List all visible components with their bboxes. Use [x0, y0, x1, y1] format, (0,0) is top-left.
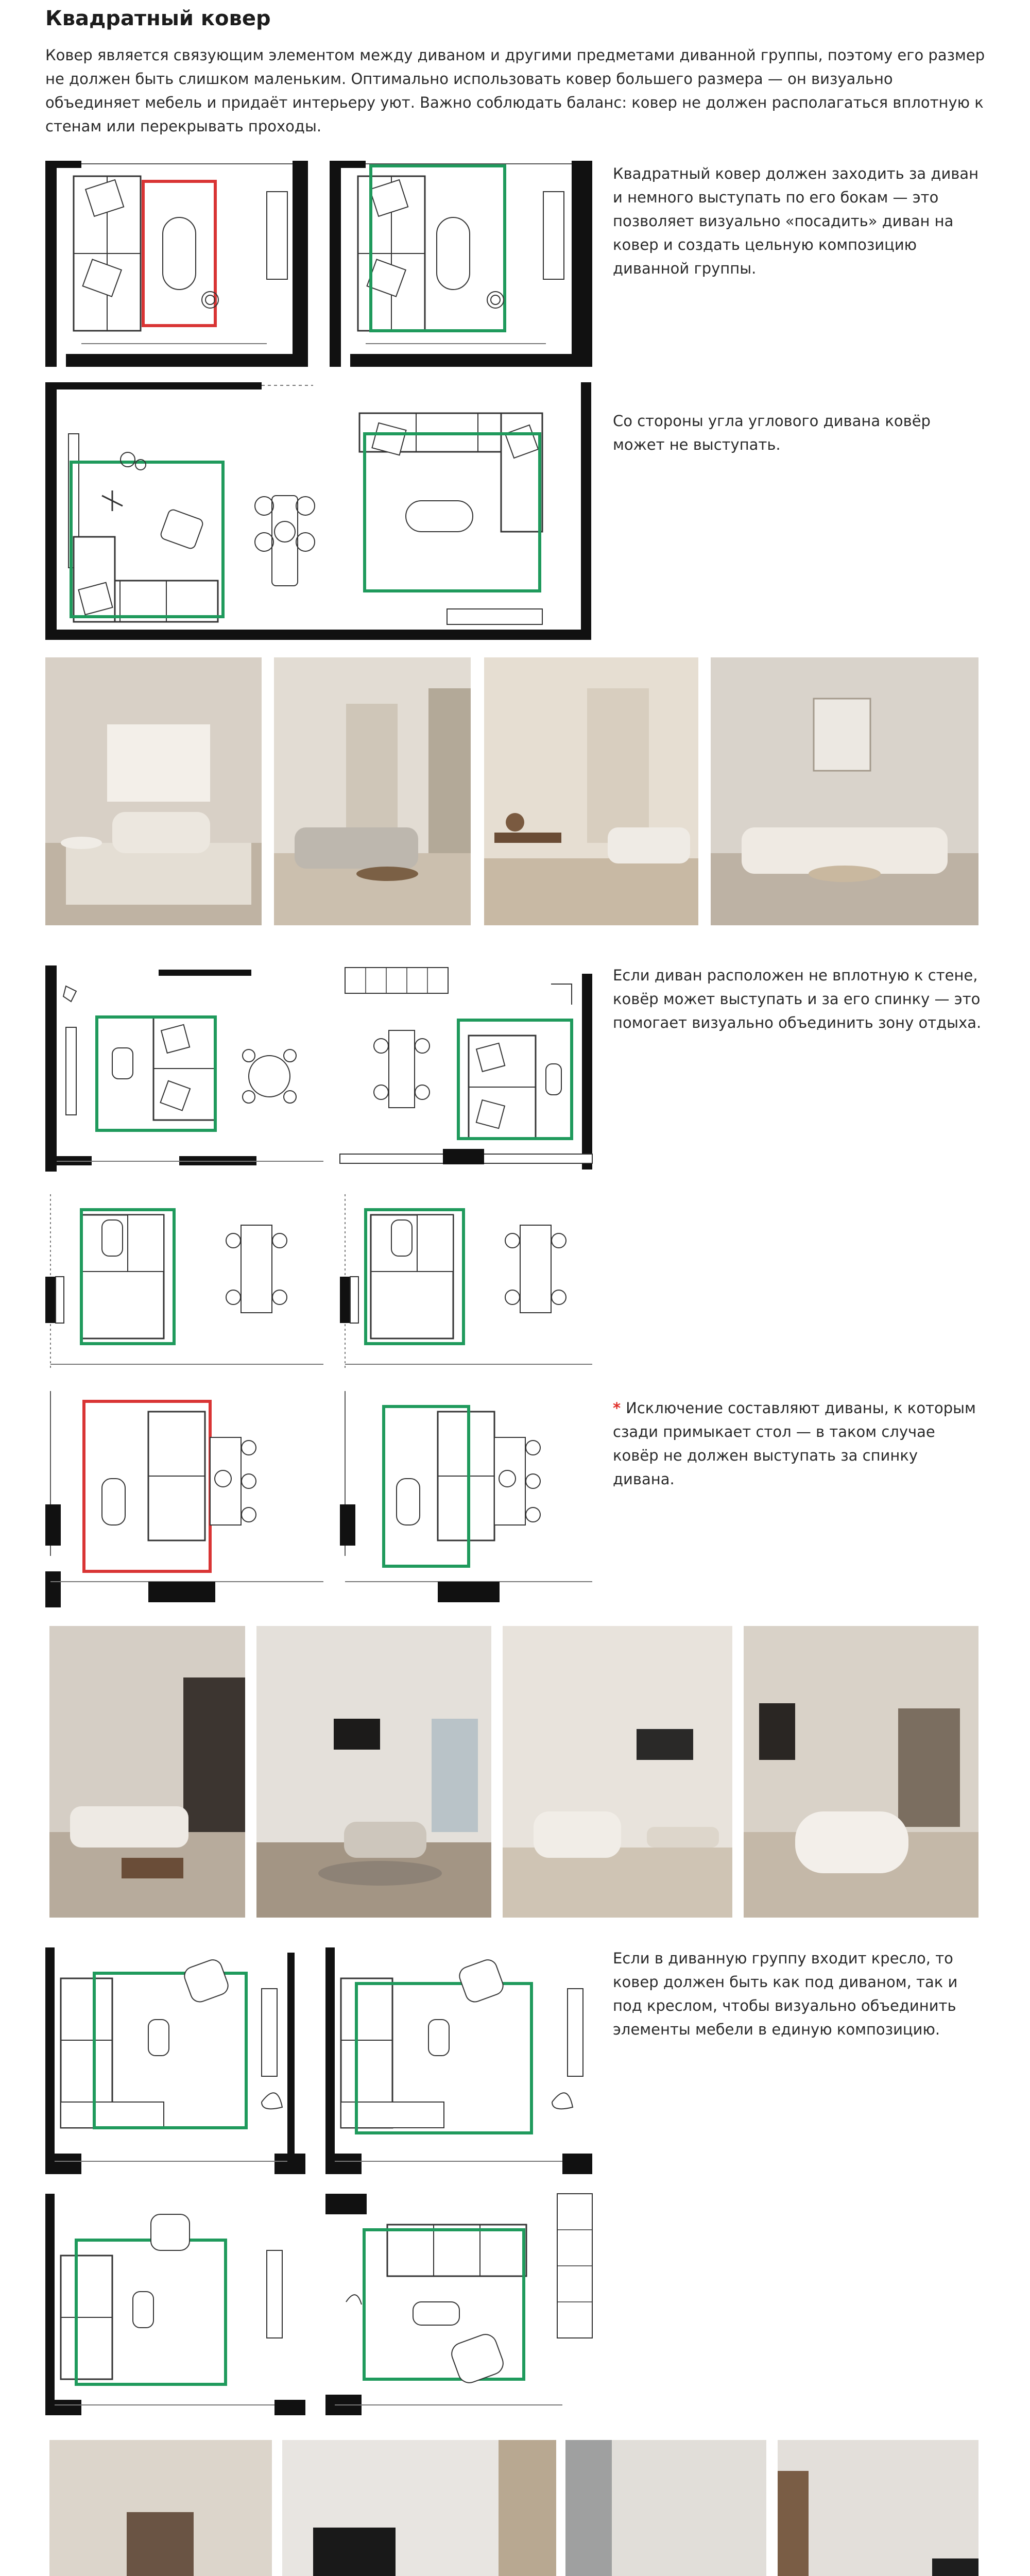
photo-living-room-12 — [778, 2440, 978, 2576]
plan-sofa-table-2 — [340, 1194, 592, 1369]
plan-exception-correct — [340, 1391, 592, 1607]
photo-living-room-2 — [274, 657, 471, 925]
photo-living-room-3 — [484, 657, 698, 925]
plan-sofa-rug-correct — [330, 161, 592, 367]
photo-living-room-8 — [744, 1626, 978, 1918]
note-exception-text: Исключение составляют диваны, к которым сзади примыкает стол — в таком случае ковёр не должен выступать за спинку дивана. — [613, 1399, 976, 1488]
plan-exception-wrong — [45, 1391, 323, 1607]
plan-armchair-3 — [45, 2194, 305, 2415]
note-armchair: Если в диванную группу входит кресло, то ковер должен быть как под диваном, так и под креслом, чтобы визуально объединить элементы мебели в единую композицию. — [613, 1950, 958, 2038]
exception-star-mark: * — [613, 1399, 621, 1417]
plan-sofa-table-1 — [45, 1194, 323, 1369]
intro-text: Ковер является связующим элементом между диваном и другими предметами диванной группы, поэтому его размер не должен быть слишком маленьким. Оптимально использовать ковер большего размера — он визуально объединяет мебель и придаёт интерьеру уют. Важно соблюдать баланс: ковер не должен располагаться вплотную к стенам или перекрывать проходы. — [45, 46, 985, 135]
photo-living-room-11 — [565, 2440, 766, 2576]
note-free-standing: Если диван расположен не вплотную к стене, ковёр может выступать и за его спинку — это помогает визуально объединить зону отдыха. — [613, 967, 982, 1031]
note-exception — [613, 1396, 984, 1491]
photo-living-room-6 — [256, 1626, 491, 1918]
photo-living-room-7 — [503, 1626, 732, 1918]
plan-armchair-1 — [45, 1947, 305, 2174]
plan-corner-sofa — [45, 382, 591, 640]
photo-living-room-9 — [49, 2440, 272, 2576]
plan-free-standing-1 — [45, 965, 323, 1172]
photo-living-room-4 — [711, 657, 978, 925]
photo-living-room-10 — [282, 2440, 556, 2576]
photo-living-room-5 — [49, 1626, 245, 1918]
plan-sofa-rug-wrong — [45, 161, 308, 367]
note-corner-sofa: Со стороны угла углового дивана ковёр может не выступать. — [613, 412, 931, 453]
plan-free-standing-2 — [340, 963, 592, 1170]
note-sofa-sides: Квадратный ковер должен заходить за диван и немного выступать по его бокам — это позволяет визуально «посадить» диван на ковер и создать цельную композицию диванной группы. — [613, 165, 979, 277]
page-title: Квадратный ковер — [45, 7, 271, 30]
plan-armchair-4 — [325, 2194, 592, 2415]
photo-living-room-1 — [45, 657, 262, 925]
plan-armchair-2 — [325, 1947, 592, 2174]
